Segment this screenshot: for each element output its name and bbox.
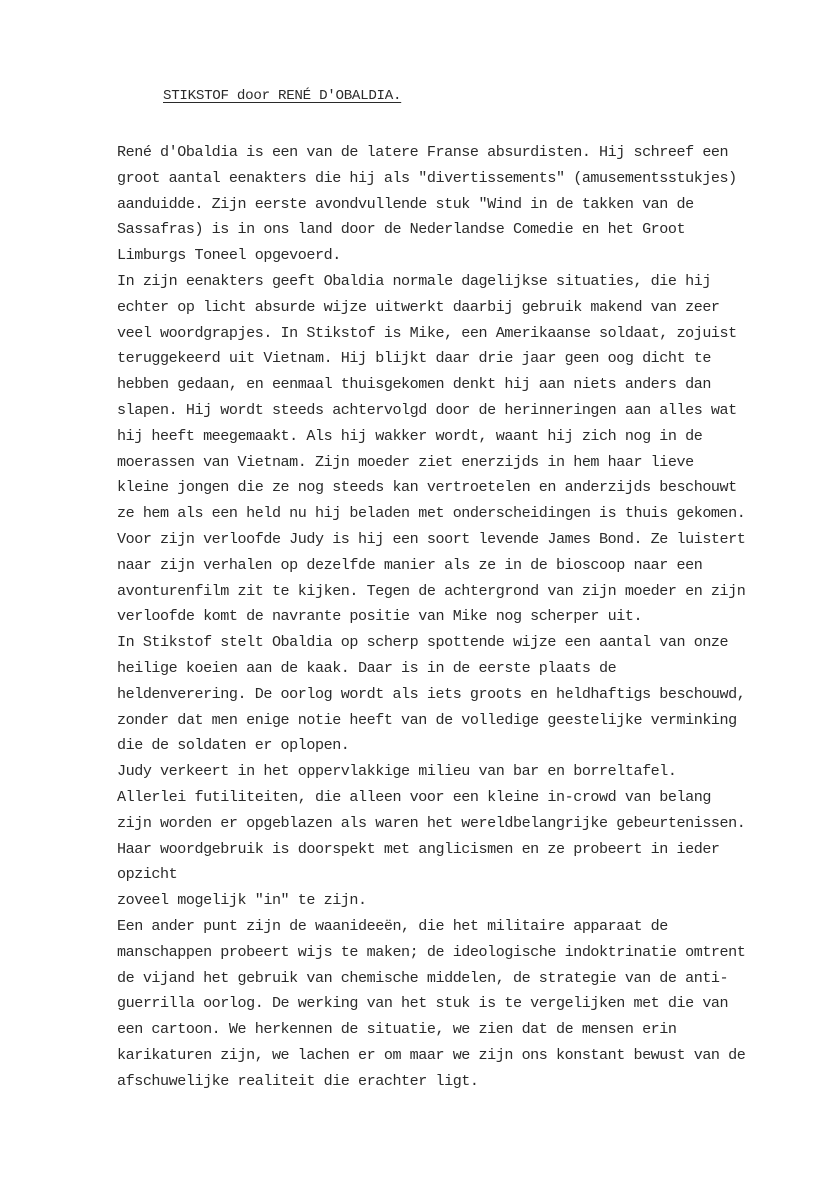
text-line: zijn worden er opgeblazen als waren het wereldbelangrijke gebeurtenissen.	[117, 813, 746, 832]
text-line: ze hem als een held nu hij beladen met onderscheidingen is thuis gekomen.	[117, 504, 746, 523]
text-line: Limburgs Toneel opgevoerd.	[117, 246, 341, 265]
text-line: veel woordgrapjes. In Stikstof is Mike, een Amerikaanse soldaat, zojuist	[117, 323, 737, 342]
text-line: Haar woordgebruik is doorspekt met anglicismen en ze probeert in ieder	[117, 839, 720, 858]
page-title: STIKSTOF door RENÉ D'OBALDIA.	[163, 88, 402, 104]
text-line: de vijand het gebruik van chemische middelen, de strategie van de anti-	[117, 968, 729, 987]
text-line: naar zijn verhalen op dezelfde manier als ze in de bioscoop naar een	[117, 555, 703, 574]
text-line: Allerlei futiliteiten, die alleen voor een kleine in-crowd van belang	[117, 787, 711, 806]
text-line: In zijn eenakters geeft Obaldia normale dagelijkse situaties, die hij	[117, 271, 711, 290]
text-line: hebben gedaan, en eenmaal thuisgekomen denkt hij aan niets anders dan	[117, 375, 711, 394]
text-line: echter op licht absurde wijze uitwerkt daarbij gebruik makend van zeer	[117, 297, 720, 316]
text-line: een cartoon. We herkennen de situatie, we zien dat de mensen erin	[117, 1020, 677, 1039]
text-line: teruggekeerd uit Vietnam. Hij blijkt daar drie jaar geen oog dicht te	[117, 349, 711, 368]
text-line: Een ander punt zijn de waanideeën, die het militaire apparaat de	[117, 916, 668, 935]
text-line: aanduidde. Zijn eerste avondvullende stuk "Wind in de takken van de	[117, 194, 694, 213]
text-line: opzicht	[117, 865, 178, 884]
text-line: manschappen probeert wijs te maken; de ideologische indoktrinatie omtrent	[117, 942, 746, 961]
text-line: heilige koeien aan de kaak. Daar is in de eerste plaats de	[117, 658, 617, 677]
text-line: Sassafras) is in ons land door de Nederlandse Comedie en het Groot	[117, 220, 686, 239]
text-line: afschuwelijke realiteit die erachter ligt.	[117, 1071, 479, 1090]
text-line: karikaturen zijn, we lachen er om maar we zijn ons konstant bewust van de	[117, 1045, 746, 1064]
text-line: hij heeft meegemaakt. Als hij wakker wordt, waant hij zich nog in de	[117, 426, 703, 445]
text-line: die de soldaten er oplopen.	[117, 736, 350, 755]
text-line: guerrilla oorlog. De werking van het stuk is te vergelijken met die van	[117, 994, 729, 1013]
text-line: groot aantal eenakters die hij als "divertissements" (amusementsstukjes)	[117, 168, 737, 187]
text-line: Voor zijn verloofde Judy is hij een soort levende James Bond. Ze luistert	[117, 529, 746, 548]
text-line: René d'Obaldia is een van de latere Franse absurdisten. Hij schreef een	[117, 143, 729, 161]
text-line: kleine jongen die ze nog steeds kan vertroetelen en anderzijds beschouwt	[117, 478, 737, 497]
text-line: heldenverering. De oorlog wordt als iets groots en heldhaftigs beschouwd,	[117, 684, 746, 703]
text-line: verloofde komt de navrante positie van Mike nog scherper uit.	[117, 607, 643, 626]
text-line: zoveel mogelijk "in" te zijn.	[117, 891, 367, 910]
text-line: Judy verkeert in het oppervlakkige milieu van bar en borreltafel.	[117, 762, 677, 781]
text-line: avonturenfilm zit te kijken. Tegen de achtergrond van zijn moeder en zijn	[117, 581, 746, 600]
text-line: moerassen van Vietnam. Zijn moeder ziet enerzijds in hem haar lieve	[117, 452, 694, 471]
text-line: slapen. Hij wordt steeds achtervolgd door de herinneringen aan alles wat	[117, 400, 737, 419]
body-text	[117, 140, 817, 1094]
text-line: zonder dat men enige notie heeft van de volledige geestelijke verminking	[117, 710, 737, 729]
text-line: In Stikstof stelt Obaldia op scherp spottende wijze een aantal van onze	[117, 633, 729, 652]
